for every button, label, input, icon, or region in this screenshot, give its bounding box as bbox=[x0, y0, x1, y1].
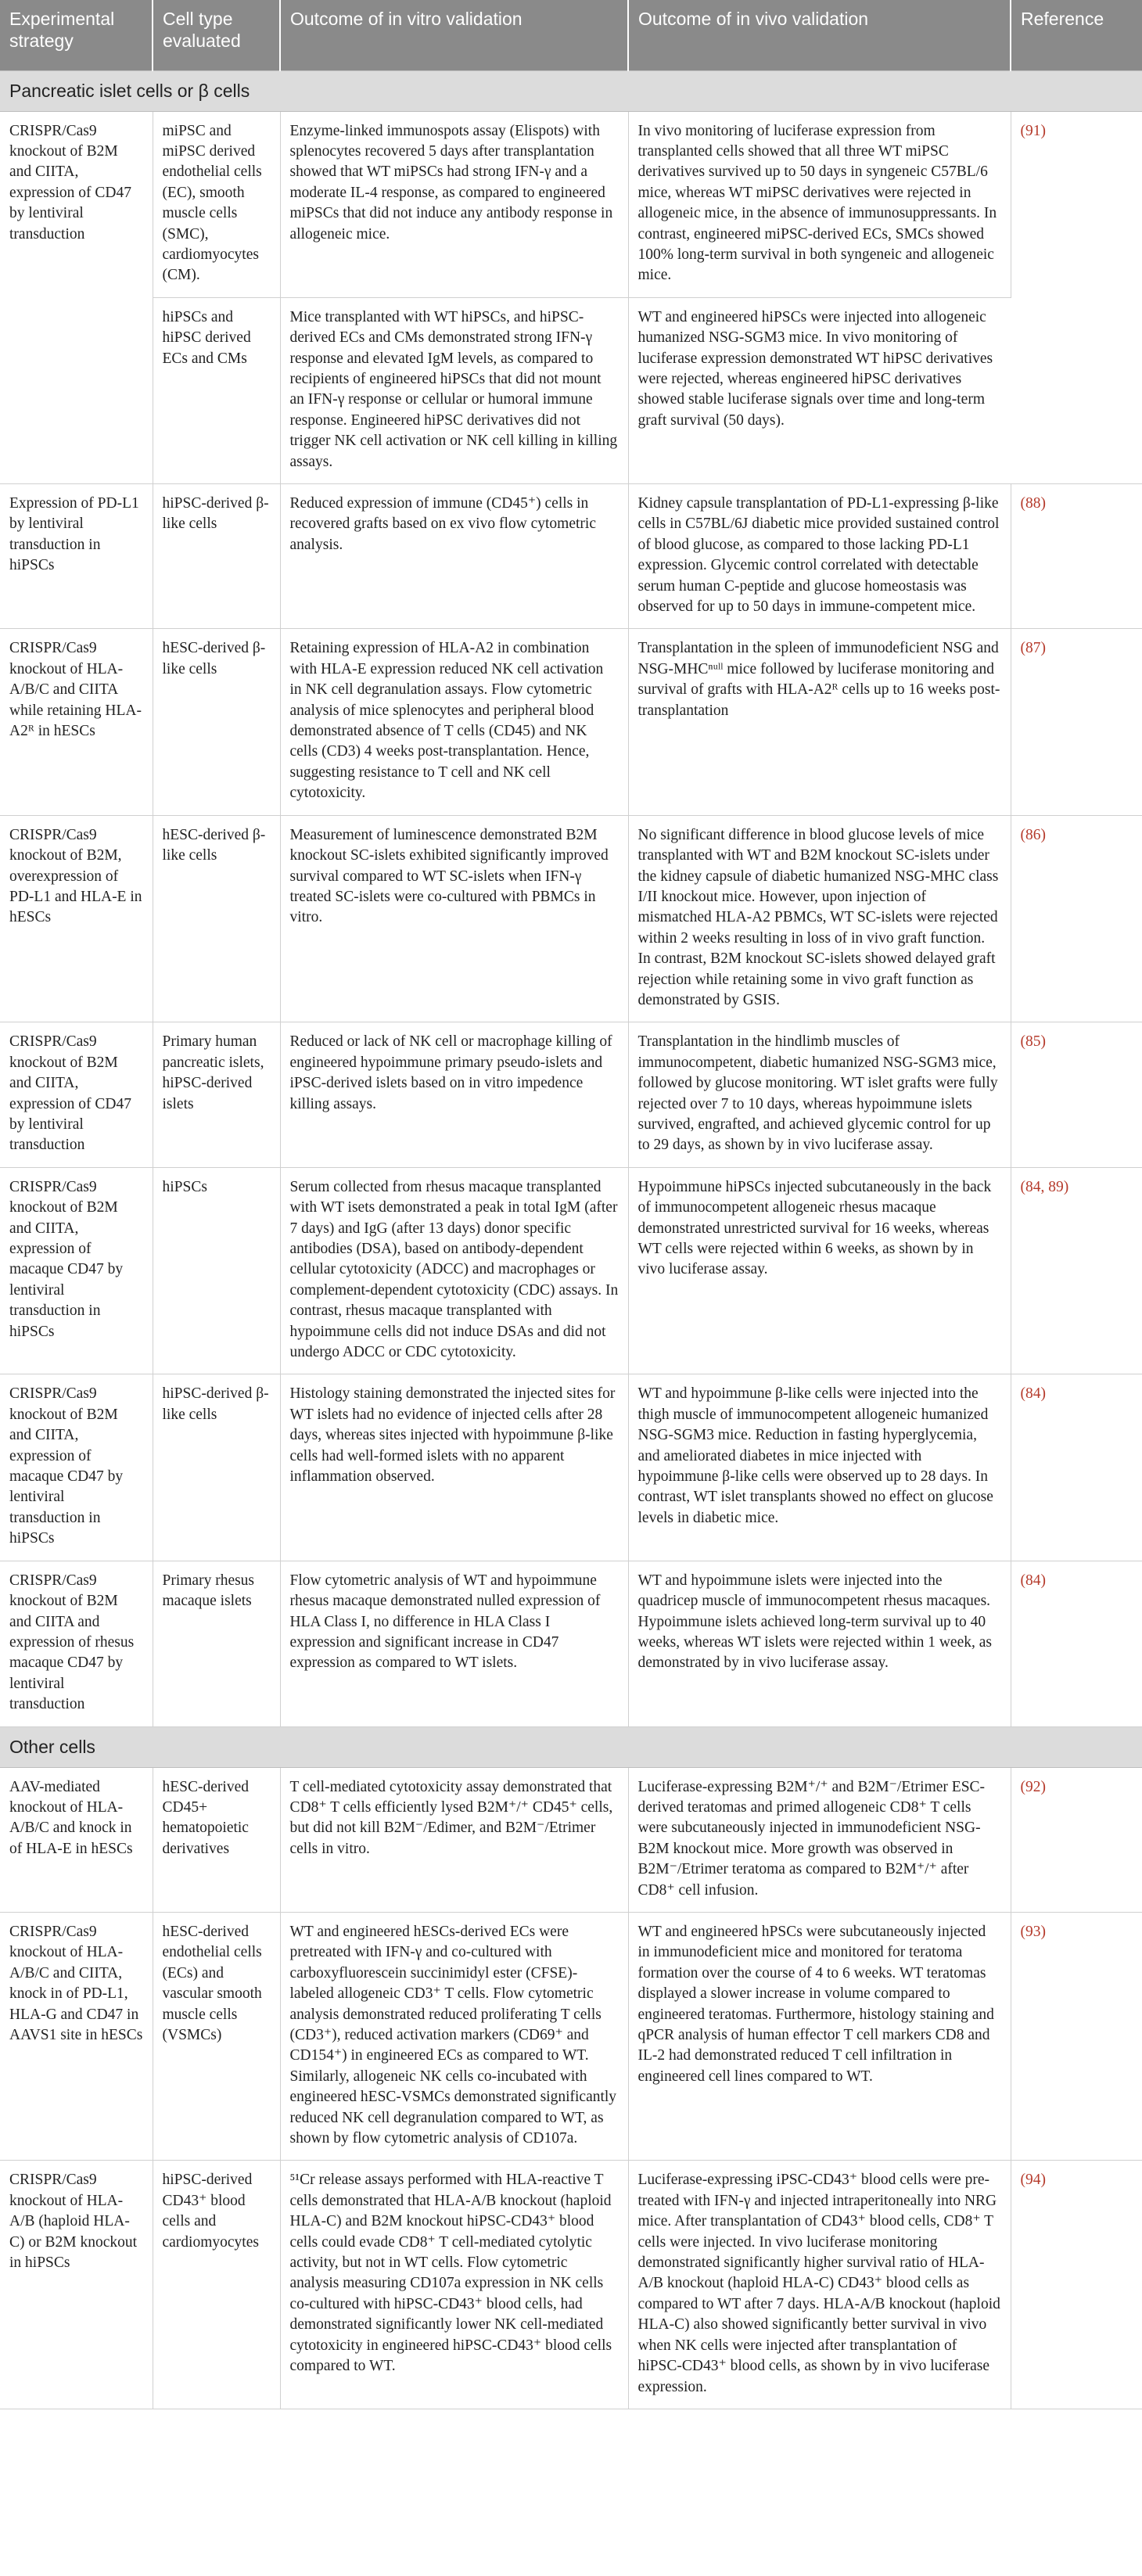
header-in-vivo: Outcome of in vivo validation bbox=[628, 0, 1011, 70]
strategy-cell: CRISPR/Cas9 knockout of B2M and CIITA, expression of CD47 by lentiviral transduction bbox=[0, 111, 153, 484]
cell-type-cell: Primary rhesus macaque islets bbox=[153, 1561, 280, 1726]
table-row bbox=[0, 1167, 1142, 1374]
in-vitro-cell: Enzyme-linked immunospots assay (Elispots) with splenocytes recovered 5 days after transplantation showed that WT miPSCs had strong IFN-γ and a moderate IL-4 response, as compared to engineered miPSCs that did not induce any antibody response in allogeneic mice. bbox=[280, 111, 628, 297]
reference-cell: (84) bbox=[1011, 1374, 1142, 1561]
header-in-vitro: Outcome of in vitro validation bbox=[280, 0, 628, 70]
in-vitro-cell: WT and engineered hESCs-derived ECs were pretreated with IFN-γ and co-cultured with carboxyfluorescein succinimidyl ester (CFSE)-labeled allogeneic CD3⁺ T cells. Flow cytometric analysis demonstrated reduced proliferating T cells (CD3⁺), reduced activation markers (CD69⁺ and CD154⁺) in engineered ECs as compared to WT. Similarly, allogeneic NK cells co-incubated with engineered hESC-VSMCs demonstrated significantly reduced NK cell degranulation compared to WT, as shown by flow cytometric analysis of CD107a. bbox=[280, 1912, 628, 2160]
table-row bbox=[0, 629, 1142, 815]
in-vitro-cell: Histology staining demonstrated the injected sites for WT islets had no evidence of injected cells after 28 days, whereas sites injected with hypoimmune β-like cells had well-formed islets with no apparent inflammation observed. bbox=[280, 1374, 628, 1561]
cell-type-cell: hESC-derived β-like cells bbox=[153, 815, 280, 1022]
cell-type-cell: hiPSCs and hiPSC derived ECs and CMs bbox=[153, 297, 280, 483]
reference-cell: (84) bbox=[1011, 1561, 1142, 1726]
reference-cell: (88) bbox=[1011, 484, 1142, 629]
section-title: Pancreatic islet cells or β cells bbox=[0, 70, 1142, 111]
header-reference: Reference bbox=[1011, 0, 1142, 70]
in-vivo-cell: Hypoimmune hiPSCs injected subcutaneously in the back of immunocompetent allogeneic rhesus macaque demonstrated unrestricted survival for 16 weeks, whereas WT cells were rejected within 6 weeks, as shown by in vivo luciferase assay. bbox=[628, 1167, 1011, 1374]
section-header-row bbox=[0, 70, 1142, 111]
reference-cell: (87) bbox=[1011, 629, 1142, 815]
section-title: Other cells bbox=[0, 1726, 1142, 1767]
table-row bbox=[0, 1374, 1142, 1561]
table-row bbox=[0, 484, 1142, 629]
in-vivo-cell: Luciferase-expressing B2M⁺/⁺ and B2M⁻/Etrimer ESC-derived teratomas and primed allogeneic CD8⁺ T cells were subcutaneously injected in immunodeficient NSG-B2M knockout mice. More growth was observed in B2M⁻/Etrimer teratoma as compared to B2M⁺/⁺ after CD8⁺ cell infusion. bbox=[628, 1767, 1011, 1912]
strategy-cell: CRISPR/Cas9 knockout of B2M and CIITA and expression of rhesus macaque CD47 by lentiviral transduction bbox=[0, 1561, 153, 1726]
header-strategy: Experimental strategy bbox=[0, 0, 153, 70]
table-row bbox=[0, 2161, 1142, 2409]
in-vivo-cell: Transplantation in the spleen of immunodeficient NSG and NSG-MHCⁿᵘˡˡ mice followed by luciferase monitoring and survival of grafts with HLA-A2ᴿ cells up to 16 weeks post-transplantation bbox=[628, 629, 1011, 815]
strategy-cell: CRISPR/Cas9 knockout of B2M and CIITA, expression of macaque CD47 by lentiviral transduction in hiPSCs bbox=[0, 1167, 153, 1374]
cell-type-cell: hiPSC-derived CD43⁺ blood cells and cardiomyocytes bbox=[153, 2161, 280, 2409]
reference-cell: (92) bbox=[1011, 1767, 1142, 1912]
header-row bbox=[0, 0, 1142, 70]
cell-type-cell: Primary human pancreatic islets, hiPSC-derived islets bbox=[153, 1022, 280, 1167]
cell-type-cell: miPSC and miPSC derived endothelial cells (EC), smooth muscle cells (SMC), cardiomyocytes (CM). bbox=[153, 111, 280, 297]
in-vitro-cell: Serum collected from rhesus macaque transplanted with WT isets demonstrated a peak in total IgM (after 7 days) and IgG (after 13 days) donor specific antibodies (DSA), based on antibody-dependent cellular cytotoxicity (ADCC) and macrophages or complement-dependent cytotoxicity (CDC) assays. In contrast, rhesus macaque transplanted with hypoimmune cells did not induce DSAs and did not undergo ADCC or CDC cytotoxicity. bbox=[280, 1167, 628, 1374]
cell-type-cell: hESC-derived β-like cells bbox=[153, 629, 280, 815]
cell-type-cell: hiPSC-derived β-like cells bbox=[153, 484, 280, 629]
in-vivo-cell: Transplantation in the hindlimb muscles of immunocompetent, diabetic humanized NSG-SGM3 mice, followed by glucose monitoring. WT islet grafts were fully rejected over 7 to 10 days, whereas hypoimmune islets survived, engrafted, and achieved glycemic control for up to 29 days, as shown by in vivo luciferase assay. bbox=[628, 1022, 1011, 1167]
table-row bbox=[0, 1561, 1142, 1726]
table-row bbox=[0, 1022, 1142, 1167]
in-vitro-cell: Flow cytometric analysis of WT and hypoimmune rhesus macaque demonstrated nulled expression of HLA Class I, no difference in HLA Class I expression and significant increase in CD47 expression as compared to WT islets. bbox=[280, 1561, 628, 1726]
in-vitro-cell: Reduced expression of immune (CD45⁺) cells in recovered grafts based on ex vivo flow cytometric analysis. bbox=[280, 484, 628, 629]
strategy-cell: CRISPR/Cas9 knockout of HLA-A/B/C and CIITA, knock in of PD-L1, HLA-G and CD47 in AAVS1 site in hESCs bbox=[0, 1912, 153, 2160]
table-body bbox=[0, 70, 1142, 2409]
in-vivo-cell: WT and engineered hPSCs were subcutaneously injected in immunodeficient mice and monitored for teratoma formation over the course of 4 to 6 weeks. WT teratomas displayed a slower increase in volume compared to engineered teratomas. Furthermore, histology staining and qPCR analysis of human effector T cell markers CD8 and IL-2 had demonstrated reduced T cell infiltration in engineered cell lines compared to WT. bbox=[628, 1912, 1011, 2160]
header-cell-type: Cell type evaluated bbox=[153, 0, 280, 70]
cell-type-cell: hiPSC-derived β-like cells bbox=[153, 1374, 280, 1561]
in-vivo-cell: WT and hypoimmune β-like cells were injected into the thigh muscle of immunocompetent allogeneic humanized NSG-SGM3 mice. Reduction in fasting hyperglycemia, and ameliorated diabetes in mice injected with hypoimmune β-like cells were observed up to 28 days. In contrast, WT islet transplants showed no effect on glucose levels in diabetic mice. bbox=[628, 1374, 1011, 1561]
cell-type-cell: hESC-derived endothelial cells (ECs) and vascular smooth muscle cells (VSMCs) bbox=[153, 1912, 280, 2160]
in-vivo-cell: In vivo monitoring of luciferase expression from transplanted cells showed that all three WT miPSC derivatives survived up to 50 days in syngeneic C57BL/6 mice, whereas WT miPSC derivatives were rejected in allogeneic mice, in the absence of immunosuppressants. In contrast, engineered miPSC-derived ECs, SMCs showed 100% long-term survival in both syngeneic and allogeneic mice. bbox=[628, 111, 1011, 297]
cell-type-cell: hESC-derived CD45+ hematopoietic derivatives bbox=[153, 1767, 280, 1912]
strategy-cell: CRISPR/Cas9 knockout of HLA-A/B/C and CIITA while retaining HLA-A2ᴿ in hESCs bbox=[0, 629, 153, 815]
in-vivo-cell: Kidney capsule transplantation of PD-L1-expressing β-like cells in C57BL/6J diabetic mice provided sustained control of blood glucose, as compared to those lacking PD-L1 expression. Glycemic control correlated with detectable serum human C-peptide and glucose homeostasis was observed for up to 50 days in immune-competent mice. bbox=[628, 484, 1011, 629]
in-vitro-cell: T cell-mediated cytotoxicity assay demonstrated that CD8⁺ T cells efficiently lysed B2M⁺/⁺ CD45⁺ cells, but did not kill B2M⁻/Edimer, and B2M⁻/Etrimer cells in vitro. bbox=[280, 1767, 628, 1912]
reference-cell: (91) bbox=[1011, 111, 1142, 484]
table-row bbox=[0, 297, 1142, 483]
reference-cell: (86) bbox=[1011, 815, 1142, 1022]
in-vivo-cell: WT and hypoimmune islets were injected into the quadricep muscle of immunocompetent rhesus macaques. Hypoimmune islets achieved long-term survival up to 40 weeks, whereas WT islets were rejected within 1 week, as demonstrated by in vivo luciferase assay. bbox=[628, 1561, 1011, 1726]
strategy-cell: Expression of PD-L1 by lentiviral transduction in hiPSCs bbox=[0, 484, 153, 629]
table-row bbox=[0, 1912, 1142, 2160]
strategy-cell: CRISPR/Cas9 knockout of B2M and CIITA, expression of CD47 by lentiviral transduction bbox=[0, 1022, 153, 1167]
cell-type-cell: hiPSCs bbox=[153, 1167, 280, 1374]
table-row bbox=[0, 815, 1142, 1022]
strategy-cell: CRISPR/Cas9 knockout of B2M, overexpression of PD-L1 and HLA-E in hESCs bbox=[0, 815, 153, 1022]
table-row bbox=[0, 111, 1142, 297]
reference-cell: (93) bbox=[1011, 1912, 1142, 2160]
reference-cell: (85) bbox=[1011, 1022, 1142, 1167]
in-vitro-cell: Retaining expression of HLA-A2 in combination with HLA-E expression reduced NK cell activation in NK cell degranulation assays. Flow cytometric analysis of mice splenocytes and peripheral blood demonstrated absence of T cells (CD45) and NK cells (CD3) 4 weeks post-transplantation. Hence, suggesting resistance to T cell and NK cell cytotoxicity. bbox=[280, 629, 628, 815]
in-vitro-cell: ⁵¹Cr release assays performed with HLA-reactive T cells demonstrated that HLA-A/B knockout (haploid HLA-C) and B2M knockout hiPSC-CD43⁺ blood cells could evade CD8⁺ T cell-mediated cytolytic activity, but not in WT cells. Flow cytometric analysis measuring CD107a expression in NK cells co-cultured with hiPSC-CD43⁺ blood cells, had demonstrated significantly lower NK cell-mediated cytotoxicity in engineered hiPSC-CD43⁺ blood cells compared to WT. bbox=[280, 2161, 628, 2409]
in-vitro-cell: Reduced or lack of NK cell or macrophage killing of engineered hypoimmune primary pseudo-islets and iPSC-derived islets based on in vitro impedence killing assays. bbox=[280, 1022, 628, 1167]
in-vivo-cell: No significant difference in blood glucose levels of mice transplanted with WT and B2M knockout SC-islets under the kidney capsule of diabetic humanized NSG-MHC class I/II knockout mice. However, upon injection of mismatched HLA-A2 PBMCs, WT SC-islets were rejected within 2 weeks resulting in loss of in vivo graft function. In contrast, B2M knockout SC-islets showed delayed graft rejection while retaining some in vivo graft function as demonstrated by GSIS. bbox=[628, 815, 1011, 1022]
strategy-cell: AAV-mediated knockout of HLA-A/B/C and knock in of HLA-E in hESCs bbox=[0, 1767, 153, 1912]
in-vitro-cell: Mice transplanted with WT hiPSCs, and hiPSC-derived ECs and CMs demonstrated strong IFN-γ response and elevated IgM levels, as compared to recipients of engineered hiPSCs that did not mount an IFN-γ response or cellular or humoral immune response. Engineered hiPSC derivatives did not trigger NK cell activation or NK cell killing in killing assays. bbox=[280, 297, 628, 483]
reference-cell: (94) bbox=[1011, 2161, 1142, 2409]
table-row bbox=[0, 1767, 1142, 1912]
strategy-cell: CRISPR/Cas9 knockout of B2M and CIITA, expression of macaque CD47 by lentiviral transduction in hiPSCs bbox=[0, 1374, 153, 1561]
in-vitro-cell: Measurement of luminescence demonstrated B2M knockout SC-islets exhibited significantly improved survival compared to WT SC-islets when IFN-γ treated SC-islets were co-cultured with PBMCs in vitro. bbox=[280, 815, 628, 1022]
strategy-cell: CRISPR/Cas9 knockout of HLA-A/B (haploid HLA-C) or B2M knockout in hiPSCs bbox=[0, 2161, 153, 2409]
in-vivo-cell: Luciferase-expressing iPSC-CD43⁺ blood cells were pre-treated with IFN-γ and injected intraperitoneally into NRG mice. After transplantation of CD43⁺ blood cells, CD8⁺ T cells were injected. In vivo luciferase monitoring demonstrated significantly higher survival ratio of HLA-A/B knockout (haploid HLA-C) CD43⁺ blood cells as compared to WT after 7 days. HLA-A/B knockout (haploid HLA-C) also showed significantly better survival in vivo when NK cells were injected after transplantation of hiPSC-CD43⁺ blood cells, as shown by in vivo luciferase expression. bbox=[628, 2161, 1011, 2409]
in-vivo-cell: WT and engineered hiPSCs were injected into allogeneic humanized NSG-SGM3 mice. In vivo monitoring of luciferase expression demonstrated WT hiPSC derivatives were rejected, whereas engineered hiPSC derivatives showed stable luciferase signals over time and long-term graft survival (50 days). bbox=[628, 297, 1011, 483]
reference-cell: (84, 89) bbox=[1011, 1167, 1142, 1374]
section-header-row bbox=[0, 1726, 1142, 1767]
